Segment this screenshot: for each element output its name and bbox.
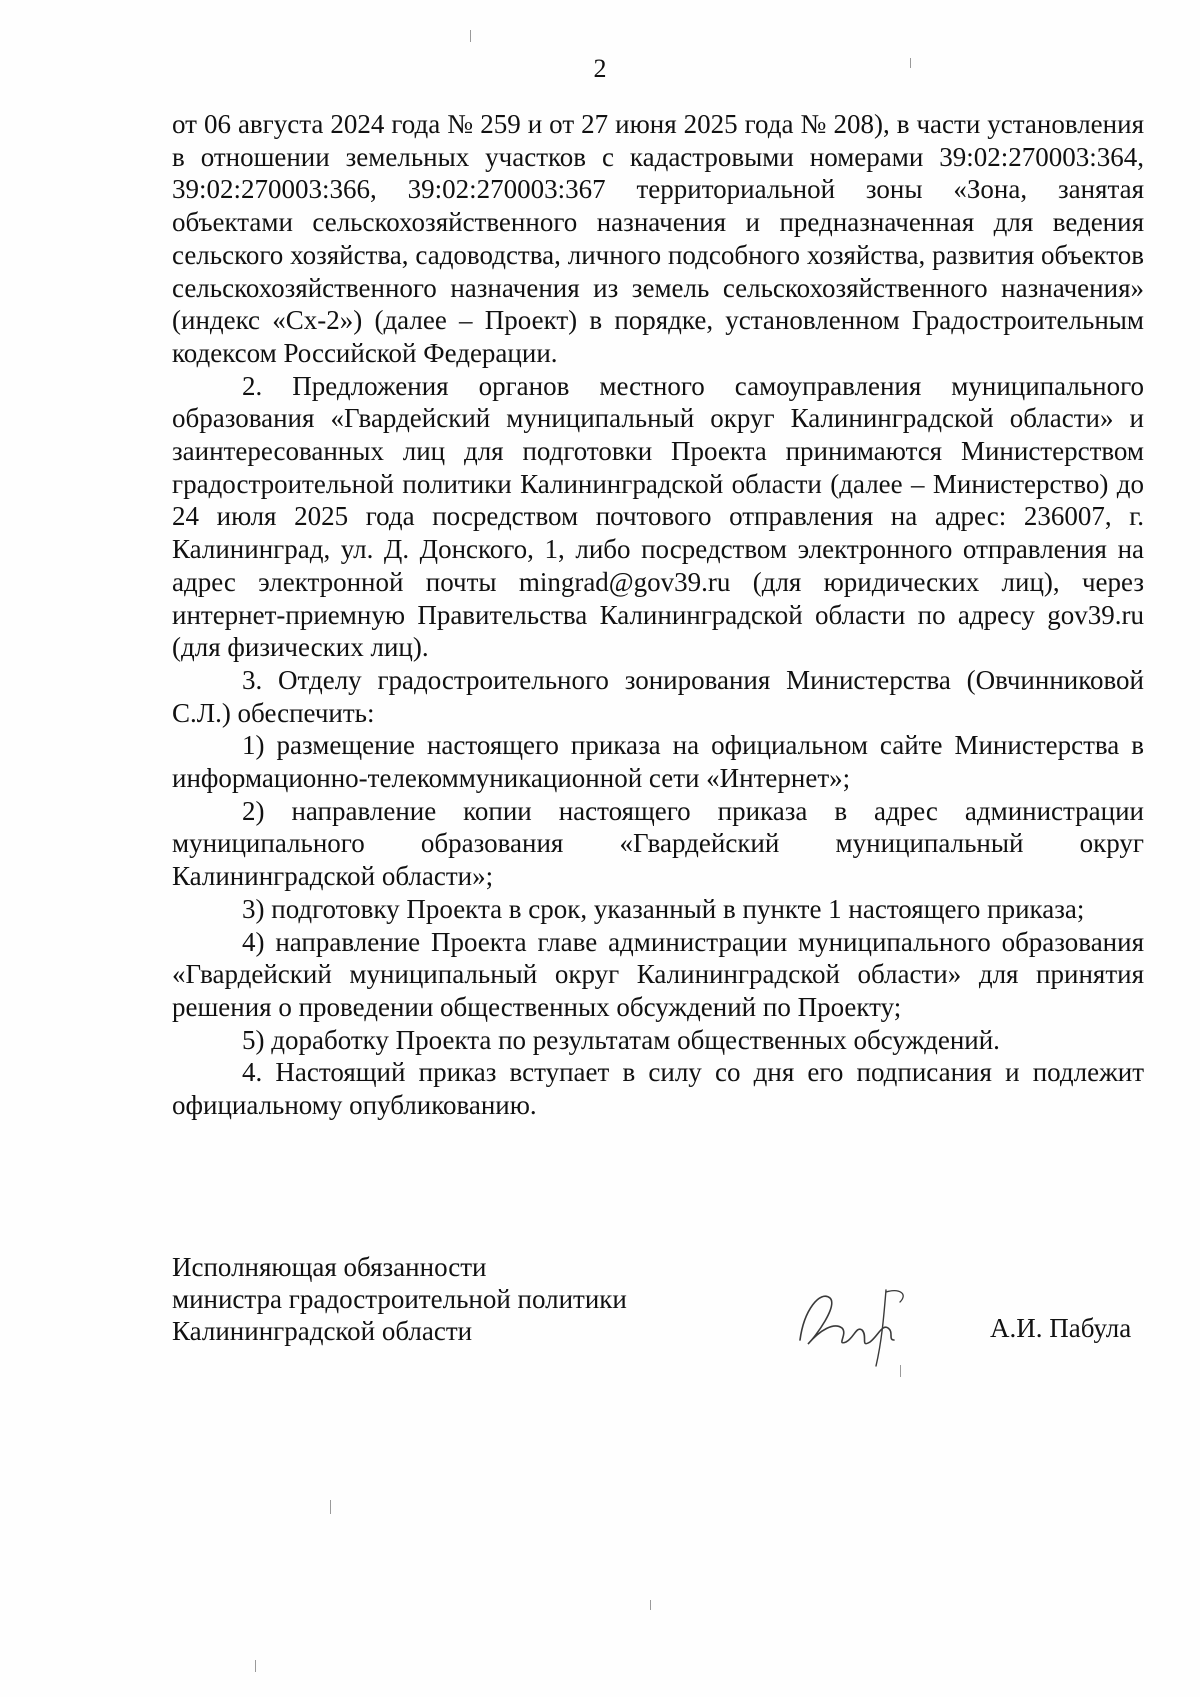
paragraph-continuation: от 06 августа 2024 года № 259 и от 27 июня 2025 года № 208), в части установления в отношении земельных участков с кадастровыми номерами 39:02:270003:364, 39:02:270003:366, 39:02:270003:367 территориальной зоны «Зона, занятая объектами сельскохозяйственного назначения и предназначенная для ведения сельского хозяйства, садоводства, личного подсобного хозяйства, развития объектов сельскохозяйственного назначения из земель сельскохозяйственного назначения» (индекс «Сх-2») (далее – Проект) в порядке, установленном Градостроительным кодексом Российской Федерации. — [172, 109, 1144, 368]
document-body — [172, 108, 1144, 1122]
scan-speck — [910, 58, 911, 68]
subitem-5: 5) доработку Проекта по результатам общественных обсуждений. — [242, 1024, 1000, 1055]
scan-speck — [330, 1500, 331, 1514]
paragraph-item-4: 4. Настоящий приказ вступает в силу со дня его подписания и подлежит официальному опубликованию. — [172, 1057, 1144, 1121]
paragraph-item-2: 2. Предложения органов местного самоуправления муниципального образования «Гвардейский муниципальный округ Калининградской области» и заинтересованных лиц для подготовки Проекта принимаются Министерством градостроительной политики Калининградской области (далее – Министерство) до 24 июля 2025 года посредством почтового отправления на адрес: 236007, г. Калининград, ул. Д. Донского, 1, либо посредством электронного отправления на адрес электронной почты mingrad@gov39.ru (для юридических лиц), через интернет-приемную Правительства Калининградской области по адресу gov39.ru (для физических лиц). — [172, 370, 1144, 663]
scan-speck — [900, 1365, 901, 1377]
handwritten-signature — [790, 1270, 920, 1380]
subitem-3: 3) подготовку Проекта в срок, указанный в пункте 1 настоящего приказа; — [242, 893, 1085, 924]
subitem-4: 4) направление Проекта главе администрации муниципального образования «Гвардейский муниципальный округ Калининградской области» для принятия решения о проведении общественных обсуждений по Проекту; — [172, 926, 1144, 1022]
position-line: Калининградской области — [172, 1316, 473, 1346]
position-line: министра градостроительной политики — [172, 1284, 627, 1314]
subitem-2: 2) направление копии настоящего приказа в адрес администрации муниципального образования «Гвардейский муниципальный округ Калининградской области»; — [172, 795, 1144, 892]
position-line: Исполняющая обязанности — [172, 1252, 487, 1282]
page-number: 2 — [593, 54, 607, 83]
scan-speck — [650, 1600, 651, 1610]
subitem-1: 1) размещение настоящего приказа на официальном сайте Министерства в информационно-телекоммуникационной сети «Интернет»; — [172, 730, 1144, 794]
paragraph-item-3: 3. Отделу градостроительного зонирования Министерства (Овчинниковой С.Л.) обеспечить: — [172, 664, 1144, 728]
signatory-position — [172, 1251, 627, 1347]
scan-speck — [255, 1660, 256, 1672]
signatory-name: А.И. Пабула — [990, 1313, 1132, 1343]
scan-speck — [470, 30, 471, 42]
